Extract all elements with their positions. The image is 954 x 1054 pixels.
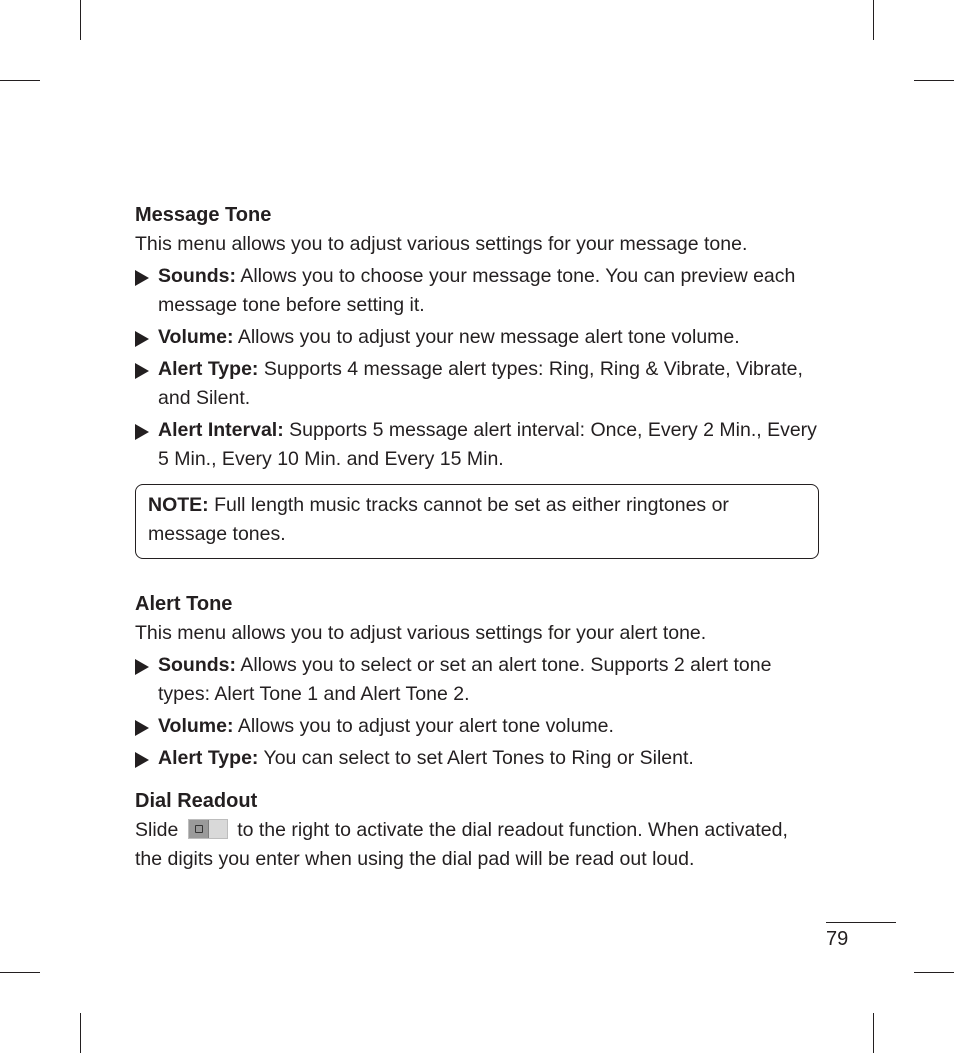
- crop-mark: [0, 972, 40, 973]
- section-intro: This menu allows you to adjust various settings for your alert tone.: [135, 622, 707, 644]
- bullet-arrow-icon: [135, 424, 149, 440]
- bullet-arrow-icon: [135, 720, 149, 736]
- list-item: [135, 262, 819, 320]
- item-text: Allows you to select or set an alert tone. Supports 2 alert tone types: Alert Tone 1 and Alert Tone 2.: [158, 654, 772, 705]
- item-text: Allows you to choose your message tone. You can preview each message tone before setting it.: [158, 265, 796, 316]
- alert-tone-section: [135, 589, 819, 773]
- bullet-arrow-icon: [135, 363, 149, 379]
- list-item: [135, 355, 819, 413]
- crop-mark: [914, 972, 954, 973]
- item-term: Volume:: [158, 326, 234, 348]
- toggle-switch-icon: [188, 819, 228, 839]
- item-term: Sounds:: [158, 654, 236, 676]
- section-heading: Message Tone: [135, 204, 272, 226]
- note-box: [135, 484, 819, 559]
- item-term: Alert Interval:: [158, 419, 284, 441]
- bullet-arrow-icon: [135, 331, 149, 347]
- dial-readout-section: [135, 786, 819, 874]
- item-term: Alert Type:: [158, 747, 259, 769]
- body-text-before: Slide: [135, 819, 184, 841]
- item-text: Allows you to adjust your alert tone volume.: [233, 715, 614, 737]
- item-term: Sounds:: [158, 265, 236, 287]
- crop-mark: [914, 80, 954, 81]
- list-item: [135, 323, 819, 352]
- item-text: Supports 5 message alert interval: Once, Every 2 Min., Every 5 Min., Every 10 Min. and Every 15 Min.: [158, 419, 817, 470]
- section-heading: Alert Tone: [135, 593, 233, 615]
- toggle-knob: [189, 820, 209, 838]
- list-item: [135, 744, 819, 773]
- bullet-list: [135, 651, 819, 773]
- list-item: [135, 416, 819, 474]
- section-heading: Dial Readout: [135, 790, 258, 812]
- crop-mark: [80, 1013, 81, 1053]
- message-tone-section: [135, 200, 819, 559]
- item-text: Supports 4 message alert types: Ring, Ring & Vibrate, Vibrate, and Silent.: [158, 358, 803, 409]
- item-text: You can select to set Alert Tones to Ring or Silent.: [258, 747, 694, 769]
- bullet-arrow-icon: [135, 752, 149, 768]
- page-number: 79: [826, 928, 849, 950]
- bullet-list: [135, 262, 819, 474]
- crop-mark: [873, 0, 874, 40]
- crop-mark: [0, 80, 40, 81]
- section-intro: This menu allows you to adjust various settings for your message tone.: [135, 233, 748, 255]
- item-term: Volume:: [158, 715, 234, 737]
- item-text: Allows you to adjust your new message alert tone volume.: [233, 326, 740, 348]
- crop-mark: [873, 1013, 874, 1053]
- page-number-rule: [826, 922, 896, 923]
- list-item: [135, 651, 819, 709]
- body-text-after: to the right to activate the dial readout function. When activated, the digits you enter when using the dial pad will be read out loud.: [135, 819, 788, 870]
- note-label: NOTE:: [148, 494, 209, 516]
- item-term: Alert Type:: [158, 358, 259, 380]
- note-text: Full length music tracks cannot be set as either ringtones or message tones.: [148, 494, 729, 545]
- bullet-arrow-icon: [135, 659, 149, 675]
- page-content: [135, 200, 819, 874]
- bullet-arrow-icon: [135, 270, 149, 286]
- section-body: [135, 816, 819, 874]
- list-item: [135, 712, 819, 741]
- crop-mark: [80, 0, 81, 40]
